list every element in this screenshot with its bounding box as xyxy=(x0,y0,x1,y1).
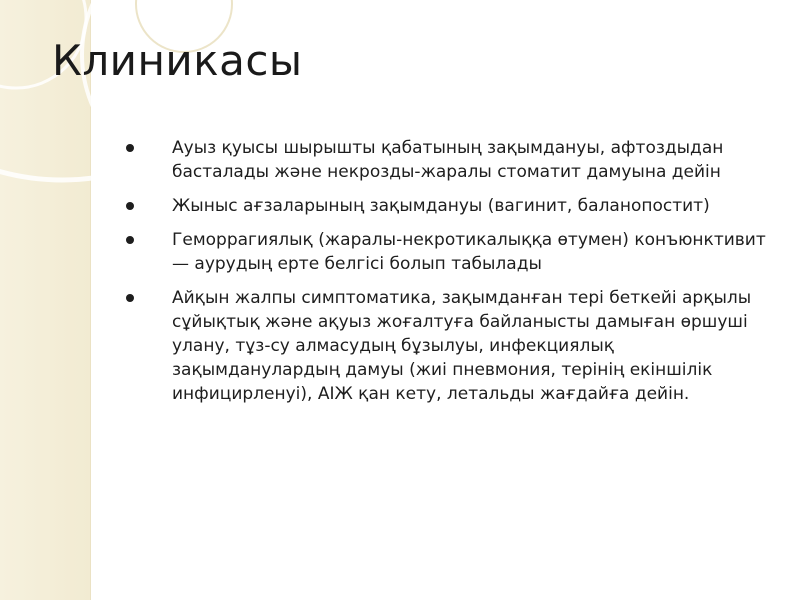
bullet-dot-icon xyxy=(126,144,134,152)
slide-title: Клиникасы xyxy=(52,36,303,85)
bullet-item xyxy=(124,136,774,184)
bullet-text: Айқын жалпы симптоматика, зақымданған тері беткейі арқылы сұйықтық және ақуыз жоғалтуға байланысты дамыған өршуші улану, тұз-су алмасудың бұзылуы, инфекциялық зақымданулардың дамуы (жиі пневмония, терінің екіншілік инфицирленуі), АІЖ қан кету, летальды жағдайға дейін. xyxy=(172,288,752,404)
bullet-item xyxy=(124,228,774,276)
bullet-dot-icon xyxy=(126,202,134,210)
bullet-text: Ауыз қуысы шырышты қабатының зақымдануы, афтоздыдан басталады және некрозды-жаралы стоматит дамуына дейін xyxy=(172,138,724,182)
bullet-list xyxy=(124,136,774,416)
bullet-dot-icon xyxy=(126,236,134,244)
bullet-text: Геморрагиялық (жаралы-некротикалыққа өтумен) конъюнктивит — аурудың ерте белгісі болып табылады xyxy=(172,230,766,274)
bullet-text: Жыныс ағзаларының зақымдануы (вагинит, баланопостит) xyxy=(172,196,710,216)
bullet-dot-icon xyxy=(126,294,134,302)
bullet-item xyxy=(124,286,774,406)
bullet-item xyxy=(124,194,774,218)
